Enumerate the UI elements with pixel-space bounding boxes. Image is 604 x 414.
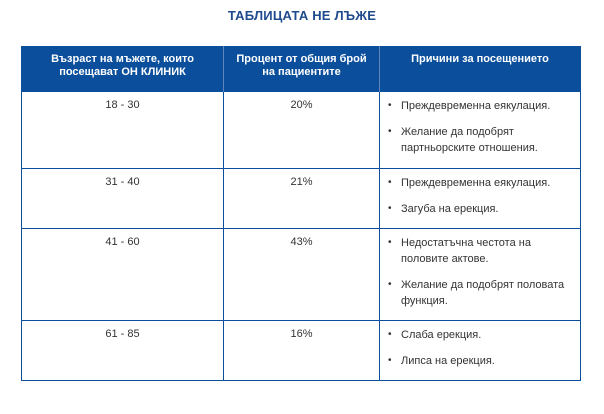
header-reasons: Причини за посещението <box>380 46 581 91</box>
table-header-row <box>22 46 581 91</box>
reasons-cell <box>380 168 581 228</box>
header-age: Възраст на мъжете, които посещават ОН КЛИНИК <box>22 46 224 91</box>
reason-item <box>388 201 576 217</box>
reasons-list <box>388 327 576 369</box>
bullet-icon: • <box>388 99 392 111</box>
reasons-cell <box>380 91 581 168</box>
reasons-list <box>388 175 576 217</box>
age-cell: 31 - 40 <box>22 168 224 228</box>
bullet-icon: • <box>388 278 392 290</box>
reason-item <box>388 235 576 267</box>
reason-item <box>388 175 576 191</box>
percent-cell: 16% <box>224 320 380 380</box>
reasons-cell <box>380 320 581 380</box>
reason-text: Желание да подобрят половата функция. <box>401 278 565 307</box>
table-row <box>22 320 581 380</box>
percent-cell: 43% <box>224 228 380 320</box>
reason-item <box>388 353 576 369</box>
reason-item <box>388 98 576 114</box>
reason-text: Загуба на ерекция. <box>401 202 499 215</box>
age-cell: 18 - 30 <box>22 91 224 168</box>
reasons-cell <box>380 228 581 320</box>
reasons-list <box>388 235 576 309</box>
bullet-icon: • <box>388 236 392 248</box>
reason-text: Липса на ерекция. <box>401 354 495 367</box>
reason-text: Преждевременна еякулация. <box>401 176 551 189</box>
reason-item <box>388 124 576 156</box>
reason-item <box>388 277 576 309</box>
reason-item <box>388 327 576 343</box>
age-cell: 41 - 60 <box>22 228 224 320</box>
table-row <box>22 91 581 168</box>
stats-table <box>21 46 581 381</box>
table-row <box>22 228 581 320</box>
bullet-icon: • <box>388 328 392 340</box>
bullet-icon: • <box>388 202 392 214</box>
bullet-icon: • <box>388 176 392 188</box>
bullet-icon: • <box>388 125 392 137</box>
reasons-list <box>388 98 576 156</box>
percent-cell: 20% <box>224 91 380 168</box>
table-row <box>22 168 581 228</box>
reason-text: Желание да подобрят партньорските отношения. <box>401 125 538 154</box>
reason-text: Слаба ерекция. <box>401 328 482 341</box>
reason-text: Недостатъчна честота на половите актове. <box>401 236 531 265</box>
age-cell: 61 - 85 <box>22 320 224 380</box>
page-title: ТАБЛИЦАТА НЕ ЛЪЖЕ <box>227 8 377 23</box>
header-percent: Процент от общия брой на пациентите <box>224 46 380 91</box>
reason-text: Преждевременна еякулация. <box>401 99 551 112</box>
bullet-icon: • <box>388 354 392 366</box>
percent-cell: 21% <box>224 168 380 228</box>
